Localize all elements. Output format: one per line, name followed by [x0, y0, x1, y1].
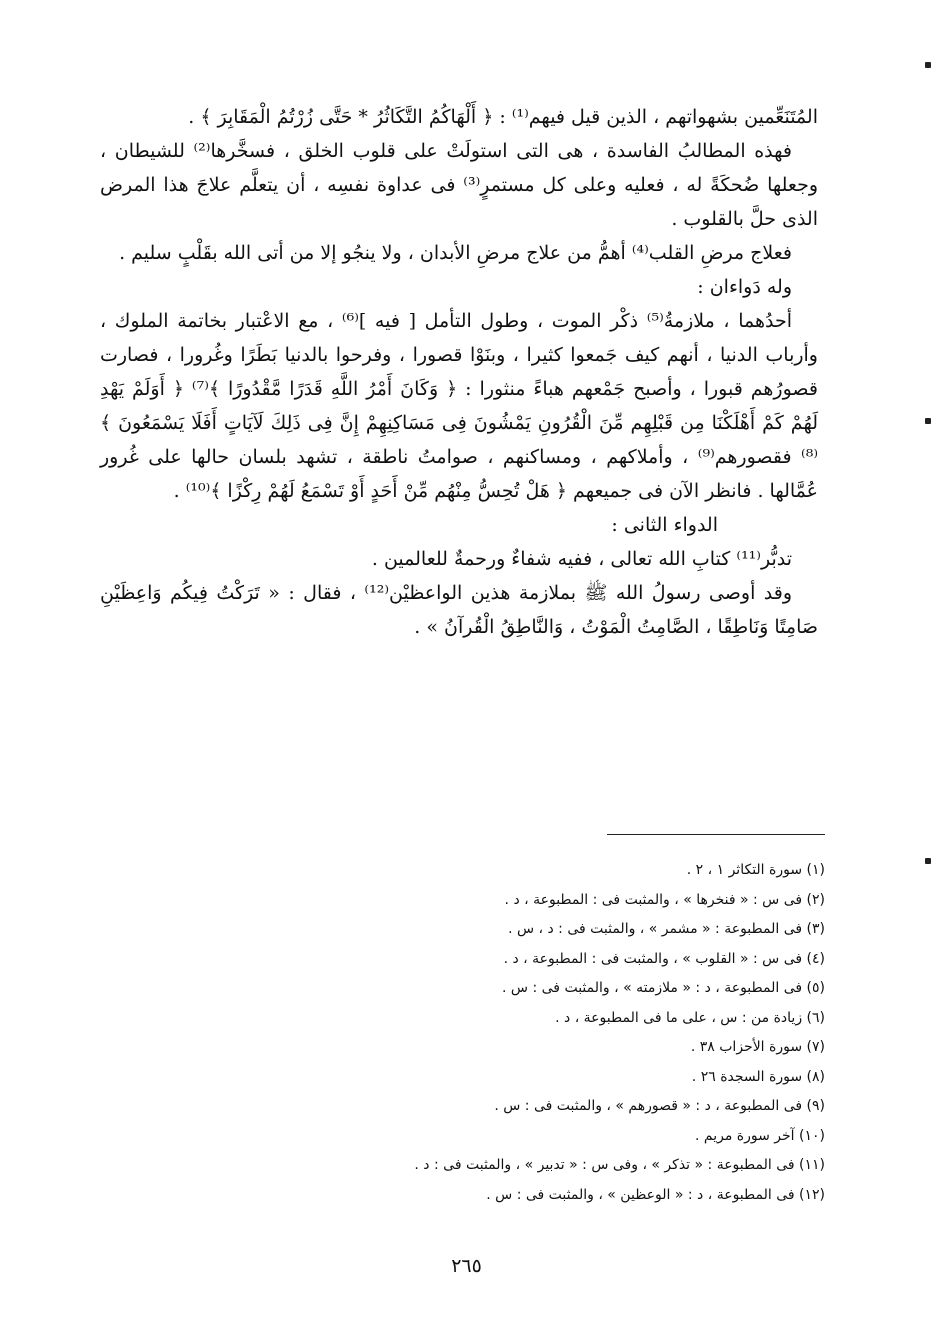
- paragraph-2: فهذه المطالبُ الفاسدة ، هى التى استولَتْ على قلوب الخلق ، فسخَّرها⁽²⁾ للشيطان ، وجعلها ضُحكَةً له ، فعليه وعلى كل مستمرٍ⁽³⁾ فى عداوة نفسِه ، أن يتعلَّم علاجَ هذا المرض الذى حلَّ بالقلوب .: [100, 140, 818, 230]
- footnote-10: (١٠) آخر سورة مريم .: [695, 1127, 825, 1144]
- footnote-9: (٩) فى المطبوعة ، د : « قصورهم » ، والمثبت فى : س .: [494, 1098, 825, 1114]
- paragraph-4: وله دَواءان :: [697, 276, 792, 298]
- paragraph-1: المُتَنَعِّمين بشهواتهم ، الذين قيل فيهم⁽¹⁾ : ﴿ أَلْهَاكُمُ التَّكَاثُرُ * حَتَّى زُرْتُمُ الْمَقَابِرَ ﴾ .: [188, 106, 818, 128]
- footnote-2: (٢) فى س : « فنخرها » ، والمثبت فى : المطبوعة ، د .: [504, 891, 825, 908]
- margin-mark-lower: [925, 858, 931, 864]
- paragraph-8: وقد أوصى رسولُ الله ﷺ بملازمة هذين الواعظيْن⁽¹²⁾ ، فقال : « تَرَكْتُ فِيكُم وَاعِظَيْنِ صَامِتًا وَنَاطِقًا ، الصَّامِتُ الْمَوْتُ ، وَالنَّاطِقُ الْقُرآنُ » .: [100, 582, 818, 638]
- footnote-12: (١٢) فى المطبوعة ، د : « الوعظين » ، والمثبت فى : س .: [486, 1186, 825, 1203]
- paragraph-5: أحدُهما ، ملازمةُ⁽⁵⁾ ذكْر الموت ، وطول التأمل [ فيه ]⁽⁶⁾ ، مع الاعْتبار بخاتمة الملوك ، وأرباب الدنيا ، أنهم كيف جَمعوا كثيرا ، وبنَوْا قصورا ، وفرحوا بالدنيا بَطَرًا وغُرورا ، فصارت قصورُهم قبورا ، وأصبح جَمْعهم هباءً منثورا : ﴿ وَكَانَ أَمْرُ اللَّهِ قَدَرًا مَّقْدُورًا ﴾⁽⁷⁾ ﴿ أَوَلَمْ يَهْدِ لَهُمْ كَمْ أَهْلَكْنَا مِن قَبْلِهِم مِّنَ الْقُرُونِ يَمْشُونَ فِى مَسَاكِنِهِمْ إِنَّ فِى ذَلِكَ لَآيَاتٍ أَفَلَا يَسْمَعُونَ ﴾⁽⁸⁾ فقصورهم⁽⁹⁾ ، وأملاكهم ، ومساكنهم ، صوامتُ ناطقة ، تشهد بلسان حالها على غُرور عُمَّالها . فانظر الآن فى جميعهم ﴿ هَلْ تُحِسُّ مِنْهُم مِّنْ أَحَدٍ أَوْ تَسْمَعُ لَهُمْ رِكْزًا ﴾⁽¹⁰⁾ .: [100, 310, 818, 502]
- footnote-3: (٣) فى المطبوعة : « مشمر » ، والمثبت فى : د ، س .: [508, 921, 825, 937]
- margin-mark-middle: [925, 418, 931, 424]
- footnote-separator: [607, 834, 825, 835]
- page-number: ٢٦٥: [451, 1255, 482, 1277]
- footnote-4: (٤) فى س : « القلوب » ، والمثبت فى : المطبوعة ، د .: [503, 950, 825, 967]
- footnotes-list: [285, 856, 825, 1210]
- paragraph-3: فعلاج مرضِ القلب⁽⁴⁾ أهمُّ من علاج مرضِ الأبدان ، ولا ينجُو إلا من أتى الله بقَلْبٍ سليم .: [119, 242, 792, 264]
- footnote-11: (١١) فى المطبوعة : « تذكر » ، وفى س : « تدبير » ، والمثبت فى : د .: [414, 1157, 825, 1173]
- footnote-5: (٥) فى المطبوعة ، د : « ملازمته » ، والمثبت فى : س .: [502, 980, 825, 996]
- footnote-6: (٦) زيادة من : س ، على ما فى المطبوعة ، د .: [555, 1009, 825, 1026]
- footnote-8: (٨) سورة السجدة ٢٦ .: [691, 1068, 825, 1085]
- main-text: [100, 100, 818, 644]
- margin-mark-top: [925, 62, 931, 68]
- footnote-7: (٧) سورة الأحزاب ٣٨ .: [690, 1039, 825, 1055]
- section-heading-second-remedy: الدواء الثانى :: [611, 514, 718, 536]
- paragraph-7: تدبُّر⁽¹¹⁾ كتابِ الله تعالى ، ففيه شفاءٌ ورحمةٌ للعالمين .: [371, 548, 792, 570]
- footnote-1: (١) سورة التكاثر ١ ، ٢ .: [686, 862, 825, 878]
